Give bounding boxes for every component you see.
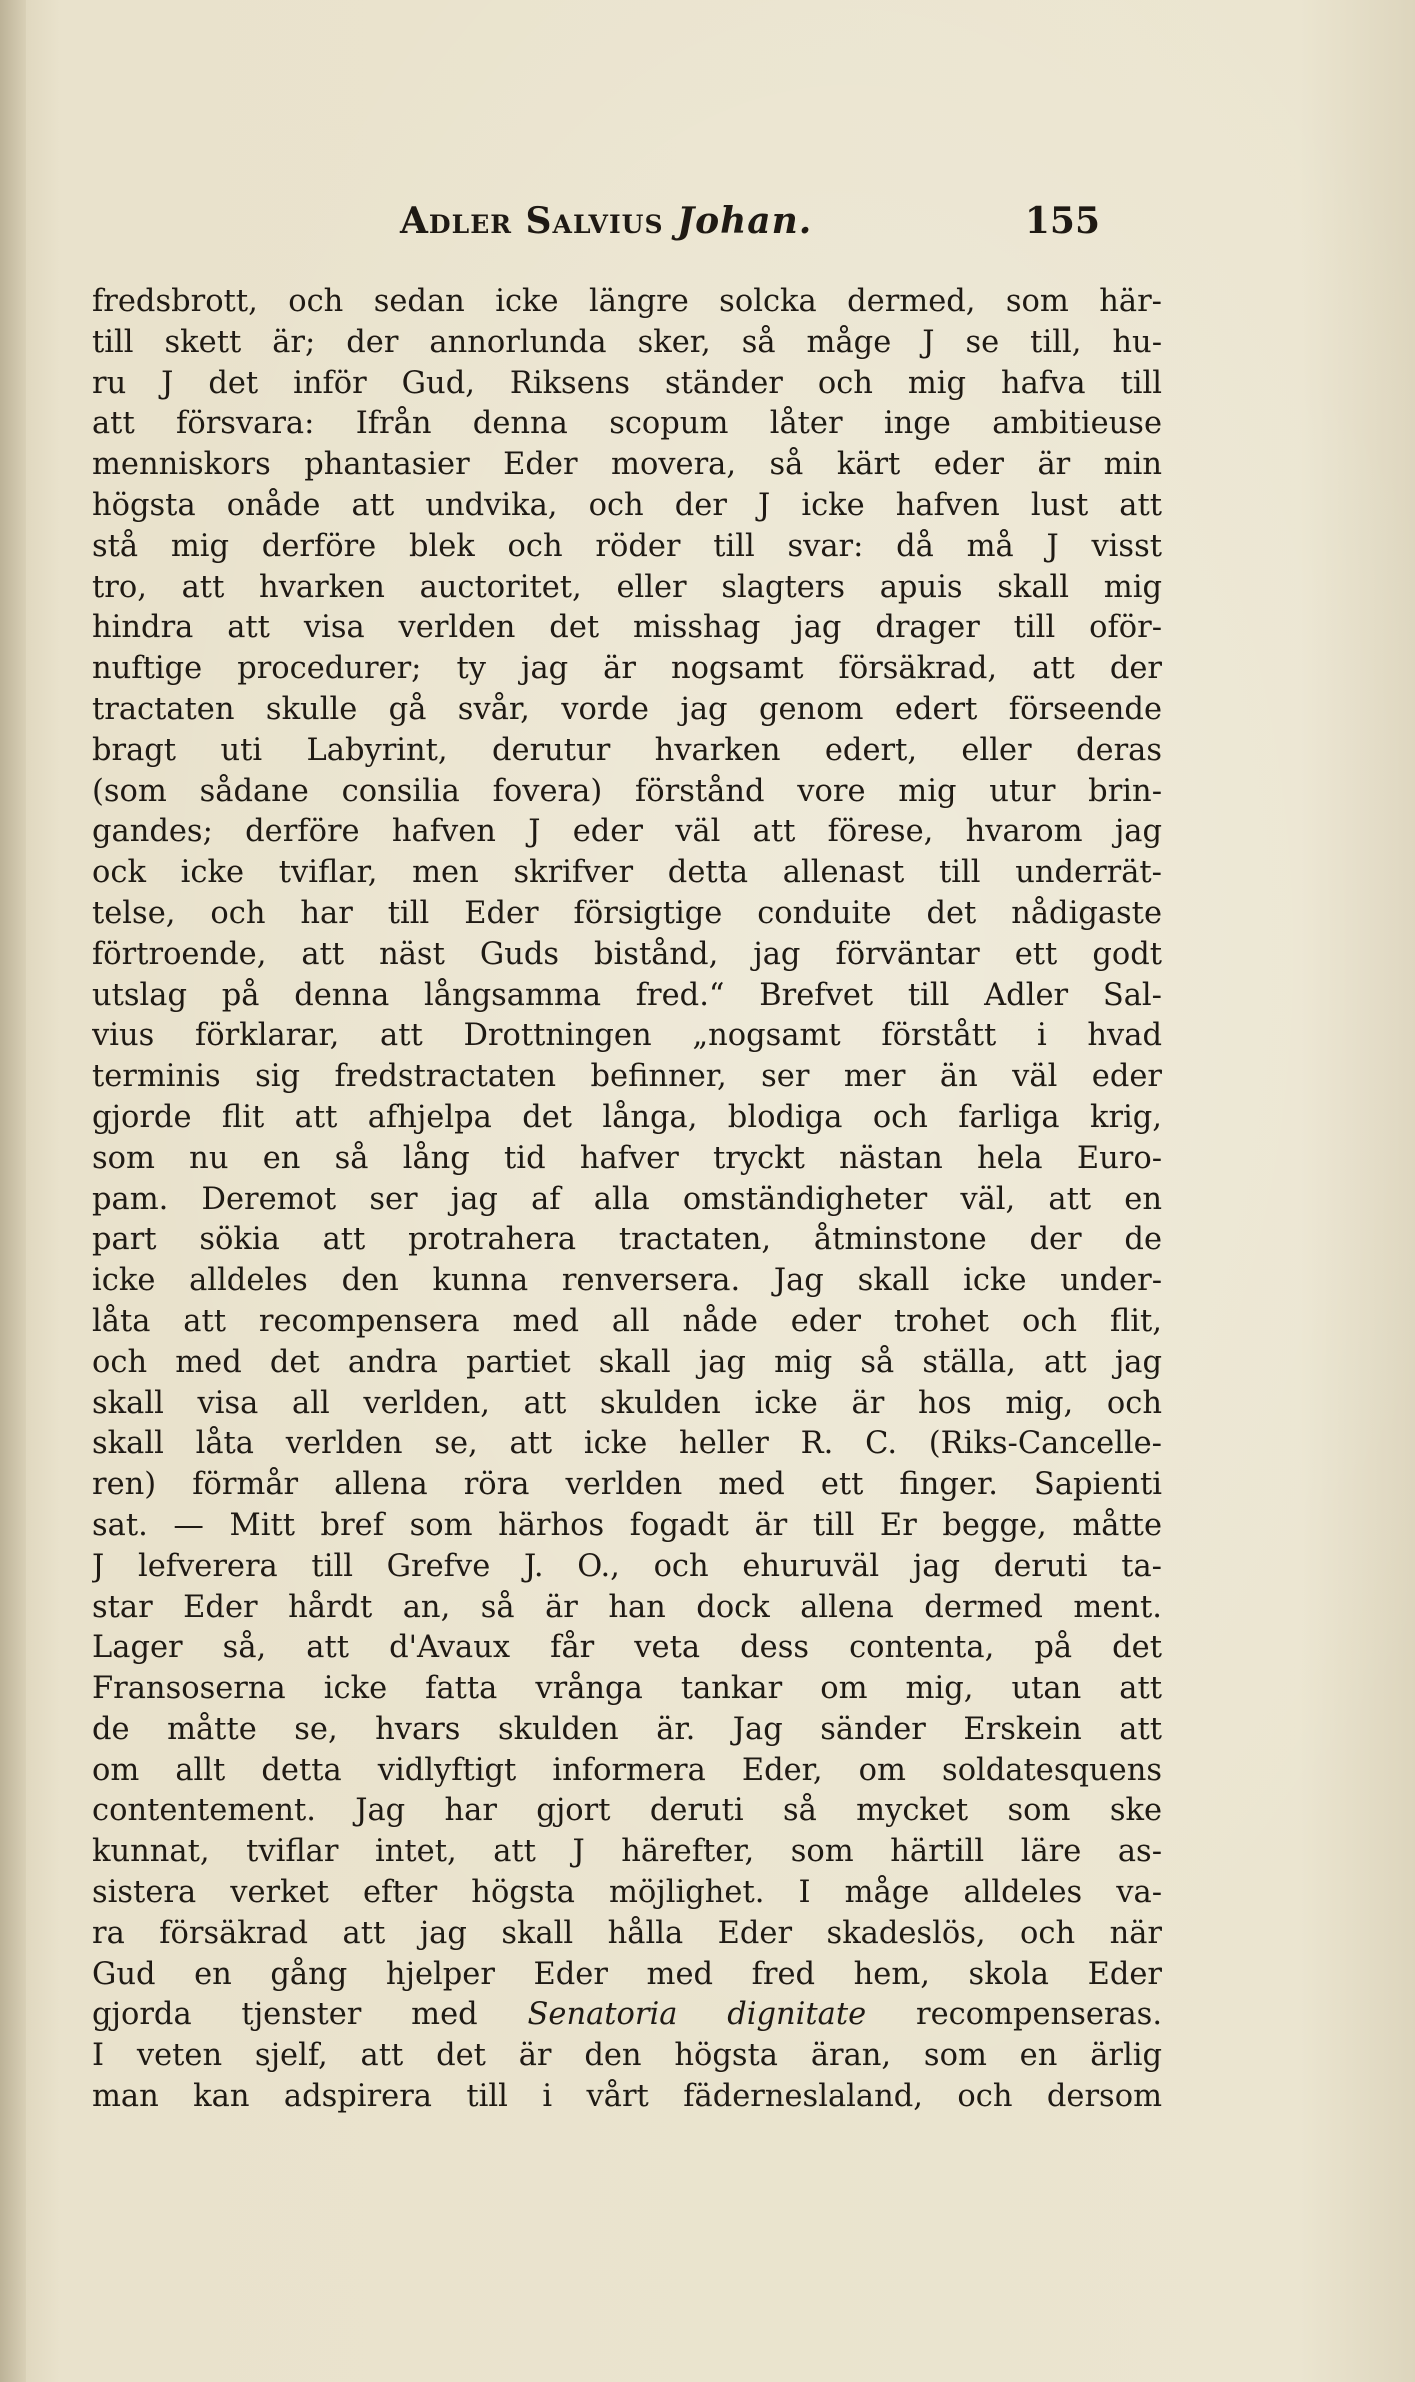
text-line: sistera verket efter högsta möjlighet. I måge alldeles va- bbox=[92, 1875, 1162, 1911]
italic-phrase: Senatoria dignitate bbox=[527, 1997, 867, 2033]
text-line: bragt uti Labyrint, derutur hvarken edert, eller deras bbox=[92, 732, 1162, 768]
text-segment: gjorda tjenster med bbox=[92, 1997, 478, 2033]
text-line: menniskors phantasier Eder movera, så kärt eder är min bbox=[92, 447, 1162, 483]
text-line: Gud en gång hjelper Eder med fred hem, skola Eder bbox=[92, 1956, 1162, 1992]
body-text bbox=[92, 282, 1162, 2212]
text-line-with-italic bbox=[92, 1995, 1162, 2036]
text-line: låta att recompensera med all nåde eder trohet och flit, bbox=[92, 1303, 1162, 1339]
text-line: Lager så, att d'Avaux får veta dess contenta, på det bbox=[92, 1630, 1162, 1666]
text-line: tro, att hvarken auctoritet, eller slagters apuis skall mig bbox=[92, 569, 1162, 605]
text-line: J lefverera till Grefve J. O., och ehuruväl jag deruti ta- bbox=[92, 1548, 1162, 1584]
text-line: skall visa all verlden, att skulden icke är hos mig, och bbox=[92, 1385, 1162, 1421]
running-title-given-name: Johan. bbox=[677, 200, 813, 242]
text-line: contentement. Jag har gjort deruti så mycket som ske bbox=[92, 1793, 1162, 1829]
text-line: som nu en så lång tid hafver tryckt nästan hela Euro- bbox=[92, 1140, 1162, 1176]
text-line: man kan adspirera till i vårt fäderneslaland, och dersom bbox=[92, 2079, 1162, 2115]
text-line: terminis sig fredstractaten befinner, ser mer än väl eder bbox=[92, 1059, 1162, 1095]
text-line: nuftige procedurer; ty jag är nogsamt försäkrad, att der bbox=[92, 651, 1162, 687]
text-line: utslag på denna långsamma fred.“ Brefvet till Adler Sal- bbox=[92, 977, 1162, 1013]
running-title-name: Adler Salvius bbox=[400, 200, 664, 242]
page-number: 155 bbox=[1024, 200, 1100, 242]
text-line: högsta onåde att undvika, och der J icke hafven lust att bbox=[92, 487, 1162, 523]
text-line: (som sådane consilia fovera) förstånd vore mig utur brin- bbox=[92, 773, 1162, 809]
text-line: fredsbrott, och sedan icke längre solcka dermed, som här- bbox=[92, 284, 1162, 319]
text-line: kunnat, tviflar intet, att J härefter, som härtill läre as- bbox=[92, 1834, 1162, 1870]
text-line: de måtte se, hvars skulden är. Jag sänder Erskein att bbox=[92, 1711, 1162, 1747]
text-line: vius förklarar, att Drottningen „nogsamt förstått i hvad bbox=[92, 1018, 1162, 1054]
text-line: gjorde flit att afhjelpa det långa, blodiga och farliga krig, bbox=[92, 1099, 1162, 1135]
text-line: I veten sjelf, att det är den högsta äran, som en ärlig bbox=[92, 2038, 1162, 2074]
text-line: ru J det inför Gud, Riksens ständer och mig hafva till bbox=[92, 365, 1162, 401]
text-line: Fransoserna icke fatta vrånga tankar om mig, utan att bbox=[92, 1671, 1162, 1707]
text-line: tractaten skulle gå svår, vorde jag genom edert förseende bbox=[92, 691, 1162, 727]
text-line: gandes; derföre hafven J eder väl att förese, hvarom jag bbox=[92, 814, 1162, 850]
text-segment: recompenseras. bbox=[915, 1997, 1162, 2033]
running-header bbox=[400, 200, 1100, 260]
text-line: pam. Deremot ser jag af alla omständigheter väl, att en bbox=[92, 1181, 1162, 1217]
text-line: att försvara: Ifrån denna scopum låter inge ambitieuse bbox=[92, 406, 1162, 442]
text-line: star Eder hårdt an, så är han dock allena dermed ment. bbox=[92, 1589, 1162, 1625]
running-title bbox=[400, 200, 812, 242]
text-line: hindra att visa verlden det misshag jag drager till oför- bbox=[92, 610, 1162, 646]
text-line: om allt detta vidlyftigt informera Eder, om soldatesquens bbox=[92, 1752, 1162, 1788]
text-line: sat. — Mitt bref som härhos fogadt är till Er begge, måtte bbox=[92, 1507, 1162, 1543]
text-line: skall låta verlden se, att icke heller R. C. (Riks-Cancelle- bbox=[92, 1426, 1162, 1462]
binding-gutter bbox=[0, 0, 26, 2382]
text-line: till skett är; der annorlunda sker, så måge J se till, hu- bbox=[92, 324, 1162, 360]
text-line: ra försäkrad att jag skall hålla Eder skadeslös, och när bbox=[92, 1915, 1162, 1951]
text-line: ren) förmår allena röra verlden med ett finger. Sapienti bbox=[92, 1467, 1162, 1503]
text-line: stå mig derföre blek och röder till svar: då må J visst bbox=[92, 528, 1162, 564]
text-line: ock icke tviflar, men skrifver detta allenast till underrät- bbox=[92, 855, 1162, 891]
text-line: telse, och har till Eder försigtige conduite det nådigaste bbox=[92, 895, 1162, 931]
text-line: förtroende, att näst Guds bistånd, jag förväntar ett godt bbox=[92, 936, 1162, 972]
text-line: part sökia att protrahera tractaten, åtminstone der de bbox=[92, 1222, 1162, 1258]
text-line: och med det andra partiet skall jag mig så ställa, att jag bbox=[92, 1344, 1162, 1380]
text-line: icke alldeles den kunna renversera. Jag skall icke under- bbox=[92, 1263, 1162, 1299]
